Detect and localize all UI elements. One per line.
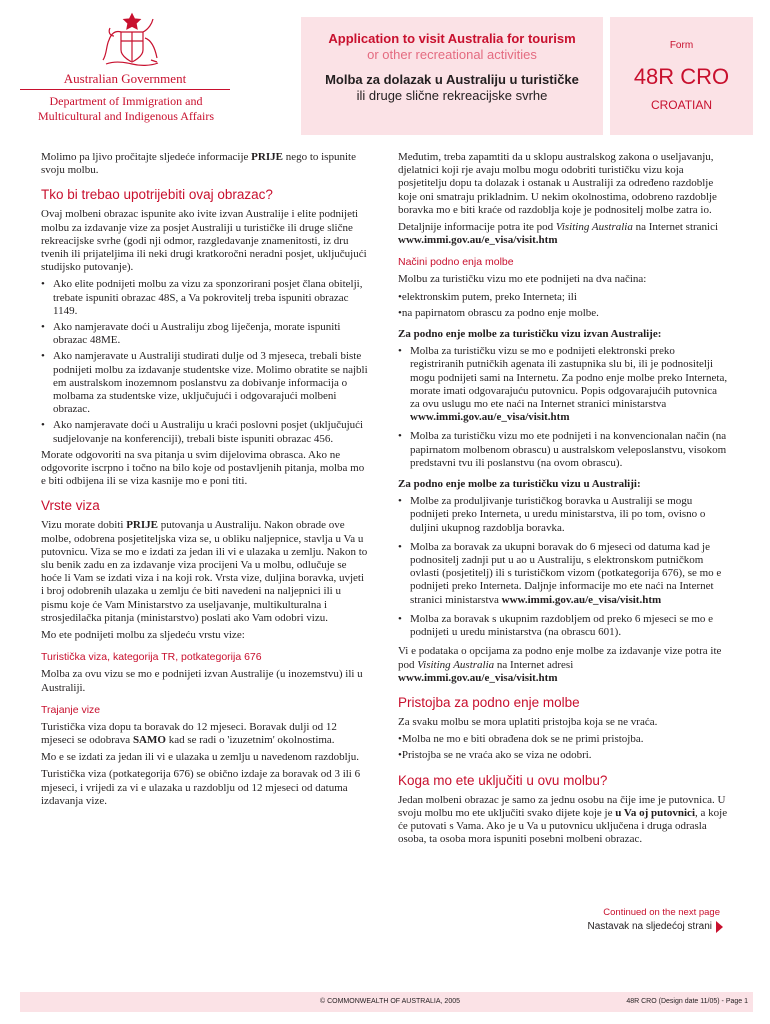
heading-ways-to-apply: Načini podno enja molbe [398,256,514,269]
list-item: • Ako namjeravate doći u Australiju zbog liječenja, morate ispuniti obrazac 48ME. [41,321,369,347]
list-item: • Molba za turističku vizu mo ete podnijeti i na konvencionalan način (na papirnatom molbenom obrascu) u australskom veleposlanstvu, visokom predstavni tvu ili poslanstvu (na ovom obrascu). [398,430,728,470]
divider [20,89,230,90]
website-link[interactable]: www.immi.gov.au/e_visa/visit.htm [398,234,558,247]
website-link[interactable]: www.immi.gov.au/e_visa/visit.htm [410,411,570,424]
list-item: • na papirnatom obrascu za podno enje molbe. [398,307,728,320]
copyright: © COMMONWEALTH OF AUSTRALIA, 2005 [320,998,460,1005]
heading-visa-types: Vrste viza [41,498,100,514]
bullet-list [398,291,728,320]
subtitle-croatian: ili druge slične rekreacijske svrhe [356,88,548,103]
department-line: Department of Immigration and [49,94,203,108]
title-croatian: Molba za dolazak u Australiju u turističke [325,72,579,87]
form-number: 48R CRO [633,64,730,89]
list-item: • Molba za boravak za ukupni boravak do 6 mjeseci od datuma kad je podnositelj zadnji put u ao u Australiju, s elektronskom putničkom ovlasti (posjetitelj) ili s turističkom vizom (potkategorija 676), se mo e podnijeti preko Interneta. Daljnje informacije mo ete naći na Internet stranici ministarstva www.immi.gov.au/e_visa/visit.htm [398,541,728,607]
paragraph: Međutim, treba zapamtiti da u sklopu australskog zakona o useljavanju, djelatnici koji rje avaju molbu mogu odobriti turističku vizu koja posjetitelju dopu ta dolazak i ostanak u Australiji za određeno razdoblje koje oni smatraju prikladnim. U nekim okolnostima, odobreno razdoblje boravka mo e biti kraće od razdoblja koje je podnositelj molbe zatra io. [398,151,717,216]
list-item: • Ako elite podnijeti molbu za vizu za sponzorirani posjet člana obitelji, trebate ispuniti obrazac 48S, a Va pokrovitelj treba ispuniti obrazac 1149. [41,278,369,318]
continued-note-croatian: Nastavak na sljedećoj strani [587,921,712,932]
heading-apply-outside: Za podno enje molbe za turističku vizu izvan Australije: [398,328,662,341]
left-column [41,151,369,812]
paragraph: Za svaku molbu se mora uplatiti pristojba koja se ne vraća. [398,715,658,728]
list-item: • Ako namjeravate doći u Australiju u kraći poslovni posjet (uključujući sudjelovanje na konferenciji), trebali biste ispuniti obrazac 456. [41,419,369,445]
heading-apply-inside: Za podno enje molbe za turističku vizu u Australiji: [398,478,641,491]
paragraph: Vizu morate dobiti PRIJE putovanja u Australiju. Nakon obrade ove molbe, odobrena posjetiteljska viza se, u obliku naljepnice, stavlja u Va u putovnicu. Viza se mo e izdati za jedan ili vi e ulazaka u zemlju. Nakon to slu benik zadu en za izdavanje viza procijeni Va u molbu, odlučuje se hoće li Vam se izdati viza i na koji rok. Vrsta vize, duljina boravka, uvjeti i broj odobrenih ulazaka u zemlju će biti navedeni na naljepnici ili u pismu koje će Vam Ministarstvo za useljavanje, multikulturalna i strosjedilačka pitanja (ministarstvo) poslati ako Vam odobri vizu. [41,519,368,624]
bullet-list [41,278,369,445]
heading-tourist-visa: Turistička viza, kategorija TR, potkategorija 676 [41,651,262,664]
government-name: Australian Government [63,71,187,86]
heading-who-should-use: Tko bi trebao upotrijebiti ovaj obrazac? [41,187,273,203]
intro-paragraph: Molimo pa ljivo pročitajte sljedeće informacije PRIJE nego to ispunite svoju molbu. [41,151,356,177]
paragraph: Molba za ovu vizu se mo e podnijeti izvan Australije (u inozemstvu) ili u Australiji. [41,668,363,694]
list-item: • Molba ne mo e biti obrađena dok se ne primi pristojba. [398,733,728,746]
paragraph: Mo ete podnijeti molbu za sljedeću vrstu vize: [41,629,245,642]
form-language: CROATIAN [650,98,713,112]
paragraph: Turistička viza dopu ta boravak do 12 mjeseci. Boravak dulji od 12 mjeseci se odobrava SAMO kad se radi o 'izuzetnim' okolnostima. [41,720,337,746]
form-id-box [610,17,753,135]
paragraph: Detaljnije informacije potra ite pod Visiting Australia na Internet stranici www.immi.gov.au/e_visa/visit.htm [398,221,719,247]
list-item: • Pristojba se ne vraća ako se viza ne odobri. [398,749,728,762]
paragraph: Morate odgovoriti na sva pitanja u svim dijelovima obrasca. Ako ne odgovorite iscrpno i točno na bilo koje od postavljenih pitanja, molba mo e biti odbijena ili se viza kasnije mo e poni titi. [41,448,365,488]
paragraph: Jedan molbeni obrazac je samo za jednu osobu na čije ime je putovnica. U svoju molbu mo ete uključiti svako dijete koje je u Va oj putovnici, a koje će putovati s Vama. Ako je u Va u putovnicu uključena i druga odrasla osoba, ta osoba mora ispuniti posebni molbeni obrazac. [398,793,728,846]
department-name [20,94,232,124]
list-item: • Molbe za produljivanje turističkog boravka u Australiji se mogu podnijeti preko Interneta, u uredu ministarstva, ili po tom, ovisno o duljini ukupnog razdoblja boravka. [398,495,728,535]
paragraph: Ovaj molbeni obrazac ispunite ako ivite izvan Australije i elite podnijeti molbu za izdavanje vize za posjet Australiji u turističke ili druge slične rekreacijske svrhe (godi nji odmor, razgledavanje znamenitosti, iz dru tvenih ili prijateljima ili neki drugi kratkoročni neradni posjet, uključujući studijsko putovanje). [41,208,367,274]
list-item: • elektronskim putem, preko Interneta; ili [398,291,728,304]
title-english: Application to visit Australia for tourism [328,31,576,46]
heading-application-fee: Pristojba za podno enje molbe [398,694,580,710]
website-link[interactable]: www.immi.gov.au/e_visa/visit.htm [398,671,558,684]
paragraph: Molbu za turističku vizu mo ete podnijeti na dva načina: [398,273,647,286]
list-item: • Molba za boravak s ukupnim razdobljem od preko 6 mjeseci se mo e podnijeti u uredu ministarstva (na obrascu 601). [398,613,728,639]
continued-note-english: Continued on the next page [603,907,720,918]
list-item: • Ako namjeravate u Australiji studirati dulje od 3 mjeseca, trebali biste podnijeti molbu za izdavanje studentske vize. Molimo obratite se najbli em australskom inozemnom poslanstvu za dobivanje informacija o molbama za studentske vize, uključujući i odgovarajući molbeni obrazac. [41,350,369,416]
heading-visa-duration: Trajanje vize [41,703,101,716]
right-column [398,151,728,850]
website-link[interactable]: www.immi.gov.au/e_visa/visit.htm [501,593,662,606]
bullet-list [398,733,728,762]
paragraph: Mo e se izdati za jedan ili vi e ulazaka u zemlju u navedenom razdoblju. [41,751,359,764]
form-label: Form [669,40,694,51]
paragraph: Vi e podataka o opcijama za podno enje molbe za izdavanje vize potra ite pod Visiting Australia na Internet adresi www.immi.gov.au/e_visa/visit.htm [398,645,722,684]
heading-who-to-include: Koga mo ete uključiti u ovu molbu? [398,772,608,788]
paragraph: Turistička viza (potkategorija 676) se obično izdaje za boravak od 3 ili 6 mjeseci, i vrijedi za vi e ulazaka u razdoblju od 12 mjeseci od datuma izdavanja vize. [41,768,361,807]
department-line: Multicultural and Indigenous Affairs [37,109,215,123]
title-box [301,17,603,135]
page-info: 48R CRO (Design date 11/05) - Page 1 [626,998,748,1005]
bullet-list [398,345,728,470]
arrow-right-icon [716,921,723,933]
bullet-list [398,495,728,639]
subtitle-english: or other recreational activities [367,47,537,62]
list-item: • Molba za turističku vizu se mo e podnijeti elektronski preko registriranih putničkih agenata ili zastupnika slu bi, ili je podnositelji mogu podnijeti sami na Internetu. Za podno enje molbe preko Interneta, morate imati odgovarajuću putovnicu. Popis odgovarajućih putovnica za ovu uslugu mo ete naći na Internet stranici ministarstva www.immi.gov.au/e_visa/visit.htm [398,345,728,424]
coat-of-arms-icon [98,12,166,70]
